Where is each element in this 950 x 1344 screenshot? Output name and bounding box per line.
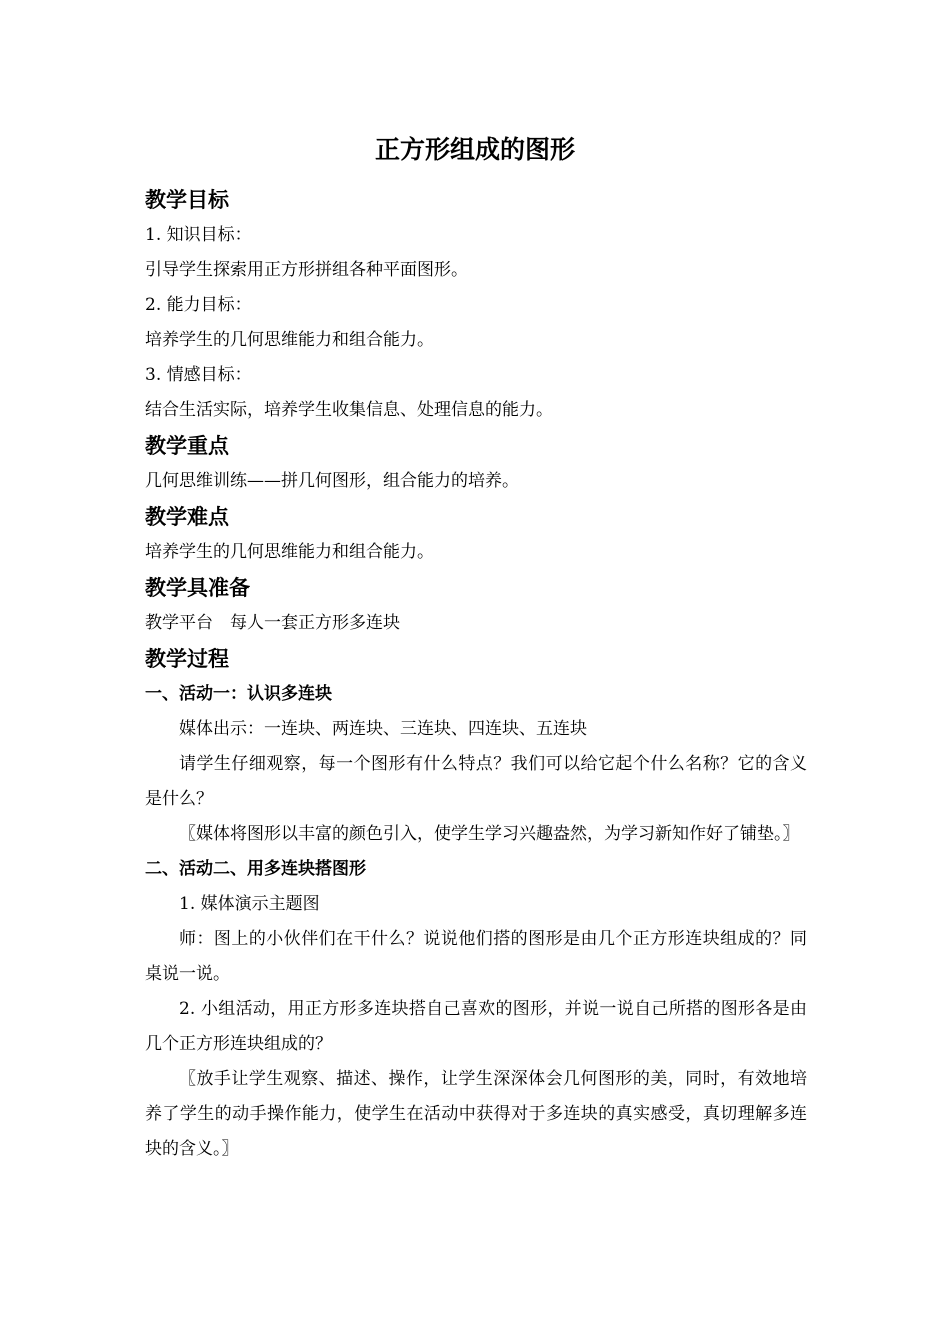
preparation-text: 教学平台 每人一套正方形多连块 <box>145 613 400 633</box>
activity-1-paragraph: 请学生仔细观察，每一个图形有什么特点？我们可以给它起个什么名称？它的含义是什么？ <box>145 754 807 809</box>
activity-2-heading: 二、活动二、用多连块搭图形 <box>145 859 366 879</box>
document-body <box>145 182 807 1167</box>
objective-1-text: 引导学生探索用正方形拼组各种平面图形。 <box>145 260 468 280</box>
heading-difficulties: 教学难点 <box>145 505 229 529</box>
document-title: 正方形组成的图形 <box>374 135 575 164</box>
heading-process: 教学过程 <box>145 647 229 671</box>
activity-2-note: 〖放手让学生观察、描述、操作，让学生深深体会几何图形的美，同时，有效地培养了学生的动手操作能力，使学生在活动中获得对于多连块的真实感受，真切理解多连块的含义。〗 <box>145 1069 807 1159</box>
objective-3-text: 结合生活实际，培养学生收集信息、处理信息的能力。 <box>145 400 553 420</box>
objective-3-label: 3. 情感目标： <box>145 365 252 385</box>
activity-2-paragraph: 2. 小组活动，用正方形多连块搭自己喜欢的图形，并说一说自己所搭的图形各是由几个正方形连块组成的？ <box>145 999 807 1054</box>
objective-2-label: 2. 能力目标： <box>145 295 252 315</box>
activity-2-paragraph: 1. 媒体演示主题图 <box>179 894 320 914</box>
heading-key-points: 教学重点 <box>145 434 229 458</box>
activity-1-heading: 一、活动一：认识多连块 <box>145 684 332 704</box>
activity-2-paragraph: 师：图上的小伙伴们在干什么？说说他们搭的图形是由几个正方形连块组成的？同桌说一说。 <box>145 929 807 984</box>
heading-preparation: 教学具准备 <box>145 576 250 600</box>
key-points-text: 几何思维训练——拼几何图形，组合能力的培养。 <box>145 471 519 491</box>
objective-2-text: 培养学生的几何思维能力和组合能力。 <box>145 330 434 350</box>
activity-1-note: 〖媒体将图形以丰富的颜色引入，使学生学习兴趣盎然，为学习新知作好了铺垫。〗 <box>179 824 800 844</box>
objective-1-label: 1. 知识目标： <box>145 225 252 245</box>
difficulties-text: 培养学生的几何思维能力和组合能力。 <box>145 542 434 562</box>
activity-1-paragraph: 媒体出示：一连块、两连块、三连块、四连块、五连块 <box>179 719 587 739</box>
heading-objectives: 教学目标 <box>145 188 229 212</box>
